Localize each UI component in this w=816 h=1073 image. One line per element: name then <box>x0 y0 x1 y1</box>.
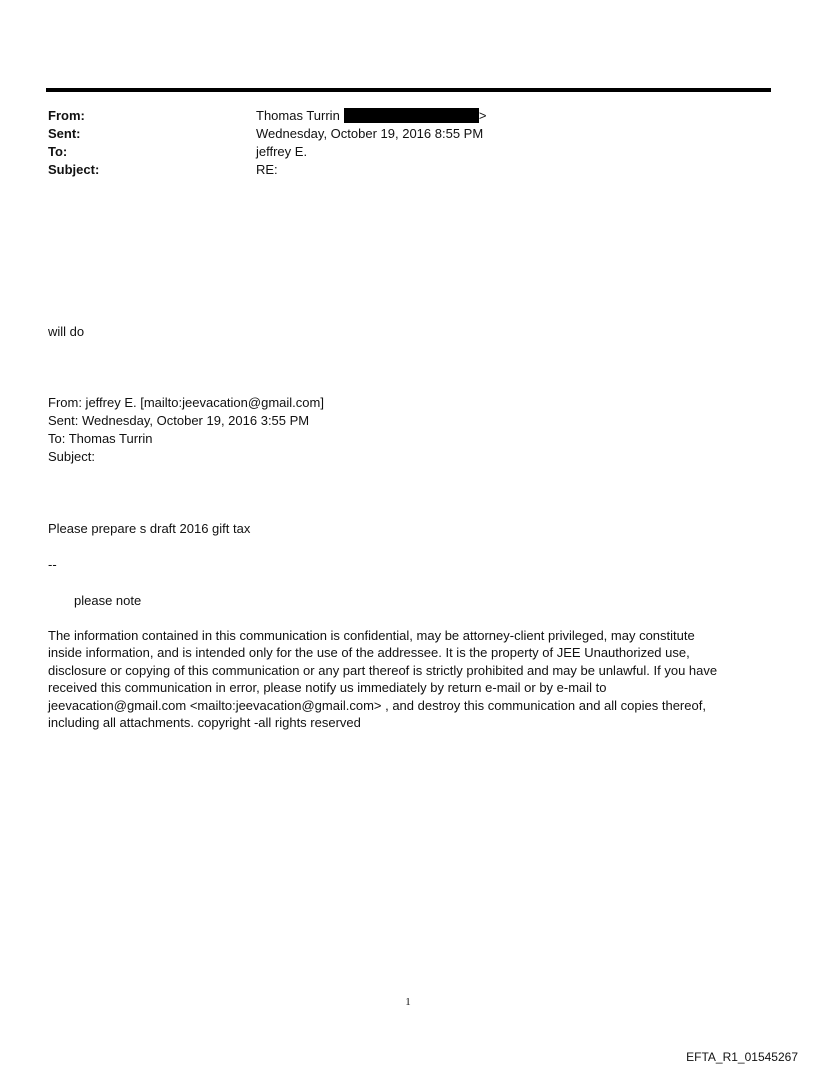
quoted-sent: Sent: Wednesday, October 19, 2016 3:55 PM <box>48 413 310 428</box>
to-value: jeffrey E. <box>256 144 308 159</box>
confidentiality-disclaimer <box>48 627 763 731</box>
message-text: Please prepare s draft 2016 gift tax <box>48 521 251 536</box>
from-suffix: > <box>478 108 487 123</box>
document-id: EFTA_R1_01545267 <box>686 1050 798 1064</box>
disclaimer-line: disclosure or copying of this communication or any part thereof is strictly prohibited and may be unlawful. If you have <box>48 662 718 678</box>
quoted-from: From: jeffrey E. [mailto:jeevacation@gmail.com] <box>48 395 324 410</box>
signature-separator: -- <box>48 557 57 572</box>
header-from-row <box>48 107 748 125</box>
header-subject-row <box>48 161 748 179</box>
header-sent-row <box>48 125 748 143</box>
subject-value: RE: <box>256 162 278 177</box>
disclaimer-line: jeevacation@gmail.com <mailto:jeevacation@gmail.com> , and destroy this communication and all copies thereof, <box>48 697 706 713</box>
reply-text: will do <box>48 324 85 339</box>
from-value <box>256 107 486 125</box>
disclaimer-line: The information contained in this communication is confidential, may be attorney-client privileged, may constitute <box>48 628 695 643</box>
disclaimer-line: including all attachments. copyright -all rights reserved <box>48 715 361 731</box>
redaction-box <box>344 108 479 123</box>
note-text: please note <box>74 593 142 608</box>
from-name: Thomas Turrin <box>256 108 340 123</box>
disclaimer-line: inside information, and is intended only for the use of the addressee. It is the property of JEE Unauthorized use, <box>48 645 690 661</box>
header-divider <box>46 88 771 92</box>
page-number: 1 <box>405 996 411 1008</box>
disclaimer-line: received this communication in error, please notify us immediately by return e-mail or by e-mail to <box>48 680 607 696</box>
quoted-subject: Subject: <box>48 449 95 464</box>
sent-label: Sent: <box>48 126 81 141</box>
subject-label: Subject: <box>48 162 100 177</box>
to-label: To: <box>48 144 68 159</box>
from-label: From: <box>48 108 85 123</box>
header-to-row <box>48 143 748 161</box>
sent-value: Wednesday, October 19, 2016 8:55 PM <box>256 126 484 141</box>
quoted-to: To: Thomas Turrin <box>48 431 153 446</box>
